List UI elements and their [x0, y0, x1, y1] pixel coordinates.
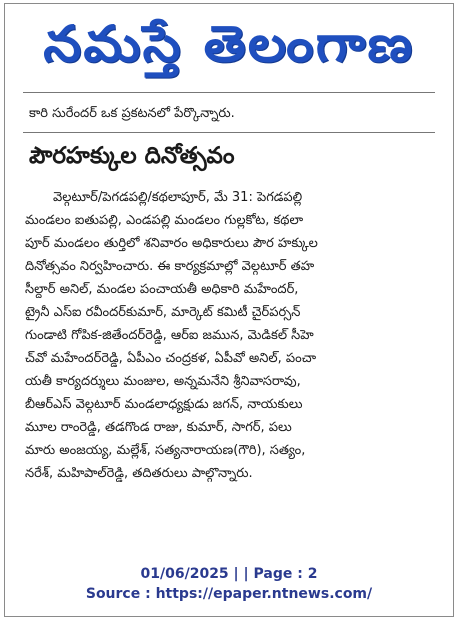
body-line: యతీ కార్యదర్శులు మంజుల, అన్నమనేని శ్రీనివాసరావు,: [25, 374, 301, 389]
body-line: మండలం ఐతుపల్లి, ఎండపల్లి మండలం గుల్లకోట, కథలా: [25, 213, 304, 228]
masthead-title: నమస్తే తెలంగాణ: [43, 15, 415, 73]
body-line: చ్‌వో మహేందర్‌రెడ్డి, ఏపీఎం చంద్రకళ, ఏపీవో అనిల్, పంచా: [25, 351, 317, 366]
intro-line: కారి సురేందర్ ఒక ప్రకటనలో పేర్కొన్నారు.: [29, 106, 235, 121]
body-line: పూర్ మండలం తుర్తిలో శనివారం అధికారులు పౌర హక్కుల: [25, 236, 318, 251]
footer-source: Source : https://epaper.ntnews.com/: [85, 586, 373, 602]
article-headline: పౌరహక్కుల దినోత్సవం: [29, 143, 235, 169]
body-line: దినోత్సవం నిర్వహించారు. ఈ కార్యక్రమాల్లో వెల్గటూర్ తహ: [25, 259, 315, 274]
body-line: వెల్గటూర్/పెగడపల్లి/కథలాపూర్, మే 31: పెగడపల్లి: [53, 190, 303, 205]
masthead-logo: [5, 8, 453, 80]
article-body: [25, 186, 435, 485]
body-line: బీఆర్ఎస్ వెల్గటూర్ మండలాధ్యక్షుడు జగన్, నాయకులు: [25, 397, 303, 412]
body-line: మూల రాంరెడ్డి, తడగొండ రాజు, కుమార్, సాగర్, పలు: [25, 420, 292, 435]
body-line: సీల్దార్ అనిల్, మండల పంచాయతీ అధికారి మహేందర్,: [25, 282, 299, 297]
divider-top: [23, 92, 435, 93]
body-line: నరేశ్, మహిపాల్‌రెడ్డి, తదితరులు పాల్గొన్నారు.: [25, 466, 253, 481]
body-line: మారు అంజయ్య, మల్లేశ్, సత్యనారాయణ(గౌరి), సత్యం,: [25, 443, 306, 458]
footer-date-page: 01/06/2025 | | Page : 2: [140, 566, 318, 582]
body-line: ట్రైనీ ఎస్ఐ రవీందర్‌కుమార్, మార్కెట్ కమిటీ చైర్‌పర్సన్: [25, 305, 301, 320]
body-line: గుండాటి గోపిక-జితేందర్‌రెడ్డి, ఆర్ఐ జమున, మెడికల్ సీహె: [25, 328, 314, 343]
clipping-frame: [4, 3, 454, 617]
divider-headline: [23, 132, 435, 133]
